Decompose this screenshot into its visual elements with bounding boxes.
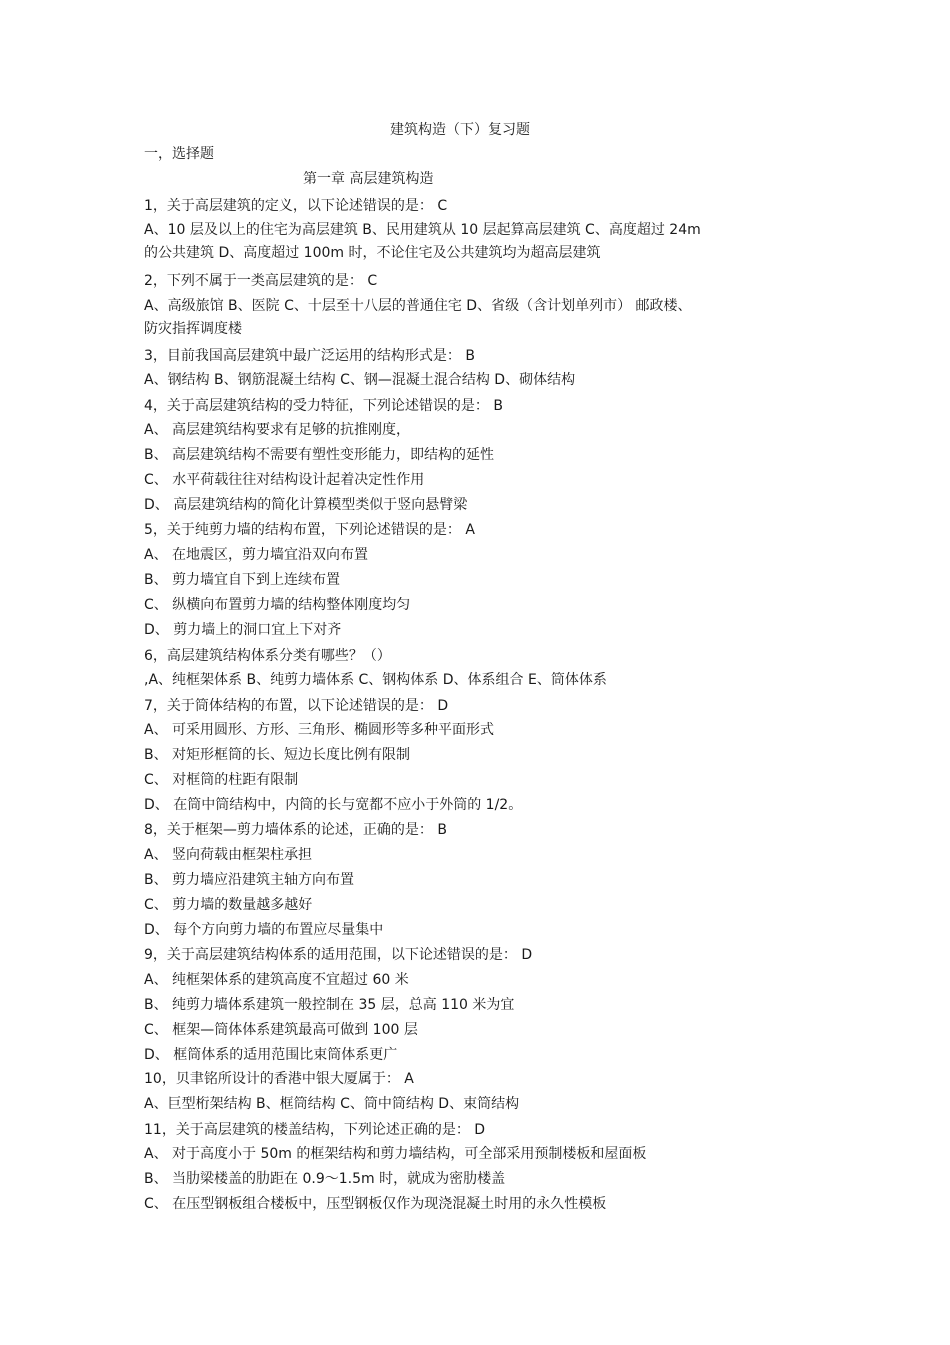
text-line: B、 剪力墙应沿建筑主轴方向布置	[144, 872, 355, 888]
text-line: 1，关于高层建筑的定义，以下论述错误的是： C	[144, 198, 448, 214]
text-line: 6，高层建筑结构体系分类有哪些？（）	[144, 648, 391, 664]
text-line: 10，贝聿铭所设计的香港中银大厦属于： A	[144, 1071, 414, 1087]
text-line: ,A、纯框架体系 B、纯剪力墙体系 C、钢构体系 D、体系组合 E、筒体体系	[144, 672, 607, 688]
text-line: C、 对框筒的柱距有限制	[144, 772, 299, 788]
text-line: B、 高层建筑结构不需要有塑性变形能力，即结构的延性	[144, 447, 495, 463]
text-line: 的公共建筑 D、高度超过 100m 时，不论住宅及公共建筑均为超高层建筑	[144, 245, 601, 261]
text-line: 2，下列不属于一类高层建筑的是： C	[144, 273, 378, 289]
text-line: C、 框架—筒体体系建筑最高可做到 100 层	[144, 1022, 418, 1038]
text-line: A、 高层建筑结构要求有足够的抗推刚度，	[144, 422, 411, 438]
text-line: C、 剪力墙的数量越多越好	[144, 897, 313, 913]
text-line: 8，关于框架—剪力墙体系的论述，正确的是： B	[144, 822, 447, 838]
text-line: D、 框筒体系的适用范围比束筒体系更广	[144, 1047, 398, 1063]
text-line: A、巨型桁架结构 B、框筒结构 C、筒中筒结构 D、束筒结构	[144, 1096, 520, 1112]
text-line: A、 竖向荷载由框架柱承担	[144, 847, 313, 863]
text-line: C、 在压型钢板组合楼板中，压型钢板仅作为现浇混凝土时用的永久性模板	[144, 1196, 607, 1212]
text-line: D、 每个方向剪力墙的布置应尽量集中	[144, 922, 384, 938]
text-line: 9，关于高层建筑结构体系的适用范围，以下论述错误的是： D	[144, 947, 533, 963]
text-line: 5，关于纯剪力墙的结构布置，下列论述错误的是： A	[144, 522, 475, 538]
text-line: D、 剪力墙上的洞口宜上下对齐	[144, 622, 342, 638]
text-line: C、 纵横向布置剪力墙的结构整体刚度均匀	[144, 597, 411, 613]
text-line: A、钢结构 B、钢筋混凝土结构 C、钢—混凝土混合结构 D、砌体结构	[144, 372, 576, 388]
chapter-heading: 第一章 高层建筑构造	[303, 171, 434, 187]
text-line: 4，关于高层建筑结构的受力特征，下列论述错误的是： B	[144, 398, 503, 414]
text-line: B、 当肋梁楼盖的肋距在 0.9～1.5m 时，就成为密肋楼盖	[144, 1171, 506, 1187]
text-line: B、 纯剪力墙体系建筑一般控制在 35 层，总高 110 米为宜	[144, 997, 515, 1013]
section-heading: 一，选择题	[144, 146, 214, 162]
text-line: C、 水平荷载往往对结构设计起着决定性作用	[144, 472, 425, 488]
text-line: A、 纯框架体系的建筑高度不宜超过 60 米	[144, 972, 409, 988]
text-line: D、 在筒中筒结构中，内筒的长与宽都不应小于外筒的 1/2。	[144, 797, 523, 813]
text-line: A、高级旅馆 B、医院 C、十层至十八层的普通住宅 D、省级（含计划单列市） 邮政楼、	[144, 298, 692, 314]
text-line: B、 对矩形框筒的长、短边长度比例有限制	[144, 747, 411, 763]
text-line: A、 在地震区，剪力墙宜沿双向布置	[144, 547, 369, 563]
text-line: 3，目前我国高层建筑中最广泛运用的结构形式是： B	[144, 348, 475, 364]
text-line: 防灾指挥调度楼	[144, 321, 242, 337]
text-line: A、 可采用圆形、方形、三角形、椭圆形等多种平面形式	[144, 722, 495, 738]
text-line: D、 高层建筑结构的简化计算模型类似于竖向悬臂梁	[144, 497, 468, 513]
text-line: B、 剪力墙宜自下到上连续布置	[144, 572, 341, 588]
document-title: 建筑构造（下）复习题	[390, 122, 530, 138]
text-line: 11，关于高层建筑的楼盖结构，下列论述正确的是： D	[144, 1122, 486, 1138]
text-line: 7，关于筒体结构的布置，以下论述错误的是： D	[144, 698, 449, 714]
text-line: A、10 层及以上的住宅为高层建筑 B、民用建筑从 10 层起算高层建筑 C、高度超过 24m	[144, 222, 701, 238]
text-line: A、 对于高度小于 50m 的框架结构和剪力墙结构，可全部采用预制楼板和屋面板	[144, 1146, 647, 1162]
